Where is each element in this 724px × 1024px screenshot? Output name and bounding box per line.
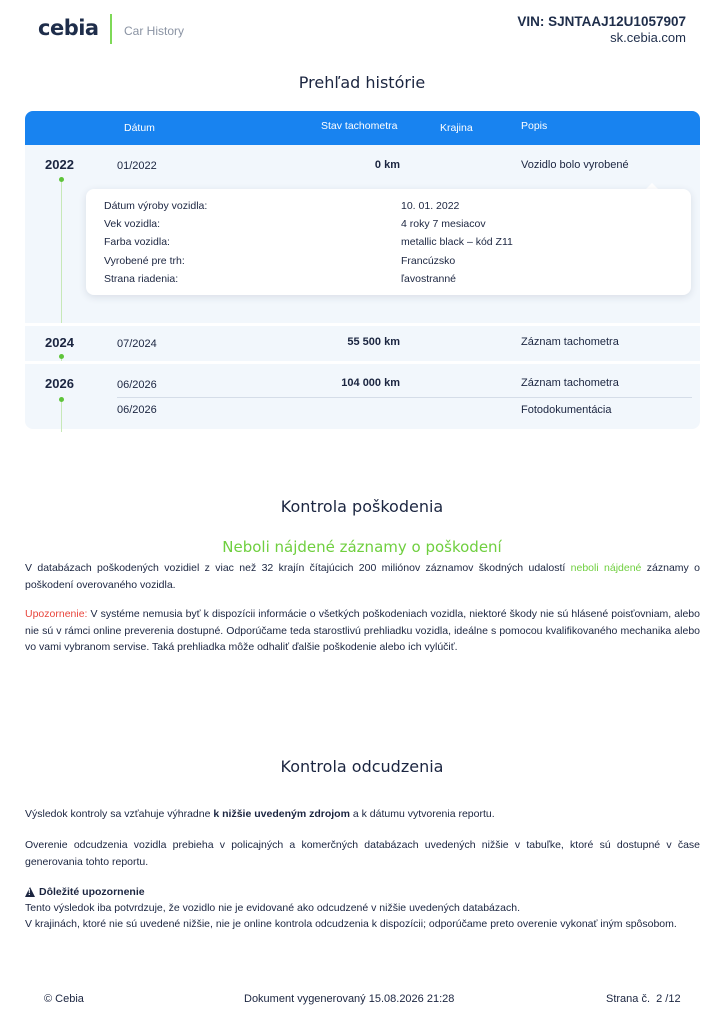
detail-value: 4 roky 7 mesiacov: [401, 218, 486, 230]
damage-summary: [25, 560, 700, 593]
report-header: [0, 0, 724, 60]
detail-value: Francúzsko: [401, 255, 456, 267]
damage-title: Kontrola poškodenia: [280, 497, 444, 516]
detail-label: Strana riadenia:: [104, 273, 179, 285]
column-description: Popis: [521, 120, 548, 132]
detail-label: Vek vozidla:: [104, 218, 161, 230]
history-title: Prehľad histórie: [298, 73, 426, 92]
footer-copyright: © Cebia: [44, 993, 84, 1005]
footer-page-number: Strana č. 2 /12: [606, 993, 681, 1005]
history-group-2026: [25, 361, 700, 429]
column-odometer: Stav tachometra: [321, 120, 398, 132]
warning-text: V systéme nemusia byť k dispozícii informácie o všetkých poškodeniach vozidla, niektoré škody nie sú hlásené poisťovniam, alebo nie sú v rámci online preverenia dostupné. Odporúčame teda starostlivú prehliadku vozidla, ideálne s pomocou kvalifikovaného mechanika alebo vo vami vybranom servise. Taká prehliadka môže odhaliť ďalšie poškodenie alebo ich vylúčiť.: [25, 608, 700, 653]
timeline-line: [61, 182, 62, 323]
important-line-2: V krajinách, ktoré nie sú uvedené nižšie, nie je online kontrola odcudzenia k dispozícii; odporúčame preto overenie vykonať iným spôsobom.: [25, 918, 677, 930]
row-divider: [117, 397, 692, 398]
important-title-text: Dôležité upozornenie: [39, 886, 145, 898]
damage-result: Neboli nájdené záznamy o poškodení: [222, 538, 502, 556]
row-date: 06/2026: [117, 404, 157, 416]
column-country: Krajina: [440, 122, 473, 134]
damage-highlight: neboli nájdené: [570, 562, 642, 574]
damage-text-end: záznamy o poškodení overovaného vozidla.: [25, 562, 700, 591]
warning-icon: [25, 887, 35, 897]
site-url: sk.cebia.com: [610, 30, 686, 45]
important-notice-title: [25, 886, 145, 898]
row-date: 06/2026: [117, 379, 157, 391]
detail-value: metallic black – kód Z11: [401, 236, 513, 248]
history-table-header: [25, 111, 700, 145]
footer-generated: Dokument vygenerovaný 15.08.2026 21:28: [244, 993, 455, 1005]
logo-divider: [110, 14, 112, 44]
row-odometer: 104 000 km: [341, 377, 400, 389]
row-date: 07/2024: [117, 338, 157, 350]
column-date: Dátum: [124, 122, 155, 134]
year-label: 2022: [45, 157, 74, 172]
vehicle-detail-card: [86, 189, 691, 295]
detail-label: Dátum výroby vozidla:: [104, 200, 208, 212]
row-description: Vozidlo bolo vyrobené: [521, 159, 629, 171]
theft-title: Kontrola odcudzenia: [280, 757, 444, 776]
cebia-logo: cebia: [38, 16, 99, 40]
theft-scope: [25, 806, 700, 823]
row-description: Záznam tachometra: [521, 377, 619, 389]
theft-text-end: a k dátumu vytvorenia reportu.: [349, 808, 495, 820]
row-date: 01/2022: [117, 160, 157, 172]
row-description: Fotodokumentácia: [521, 404, 612, 416]
damage-warning: [25, 606, 700, 656]
row-odometer: 55 500 km: [347, 336, 400, 348]
warning-label: Upozornenie:: [25, 608, 88, 620]
history-group-2024: [25, 323, 700, 361]
detail-value: 10. 01. 2022: [401, 200, 460, 212]
theft-text: Výsledok kontroly sa vzťahuje výhradne: [25, 808, 214, 820]
product-name: Car History: [124, 24, 185, 38]
important-line-1: Tento výsledok iba potvrdzuje, že vozidlo nie je evidované ako odcudzené v nižšie uvedených databázach.: [25, 902, 520, 914]
theft-bold: k nižšie uvedeným zdrojom: [213, 808, 350, 820]
row-description: Záznam tachometra: [521, 336, 619, 348]
theft-description: Overenie odcudzenia vozidla prebieha v policajných a komerčných databázach uvedených nižšie v tabuľke, ktoré sú dostupné v čase generovania tohto reportu.: [25, 839, 700, 868]
vin-number: VIN: SJNTAAJ12U1057907: [517, 14, 686, 29]
damage-text: V databázach poškodených vozidiel z viac než 32 krajín čítajúcich 200 miliónov záznamov škodných udalostí: [25, 562, 571, 574]
detail-label: Farba vozidla:: [104, 236, 170, 248]
row-odometer: 0 km: [374, 159, 400, 171]
year-label: 2026: [45, 376, 74, 391]
detail-label: Vyrobené pre trh:: [104, 255, 185, 267]
timeline-line: [61, 402, 62, 432]
detail-value: ľavostranné: [401, 273, 457, 285]
year-label: 2024: [45, 335, 74, 350]
